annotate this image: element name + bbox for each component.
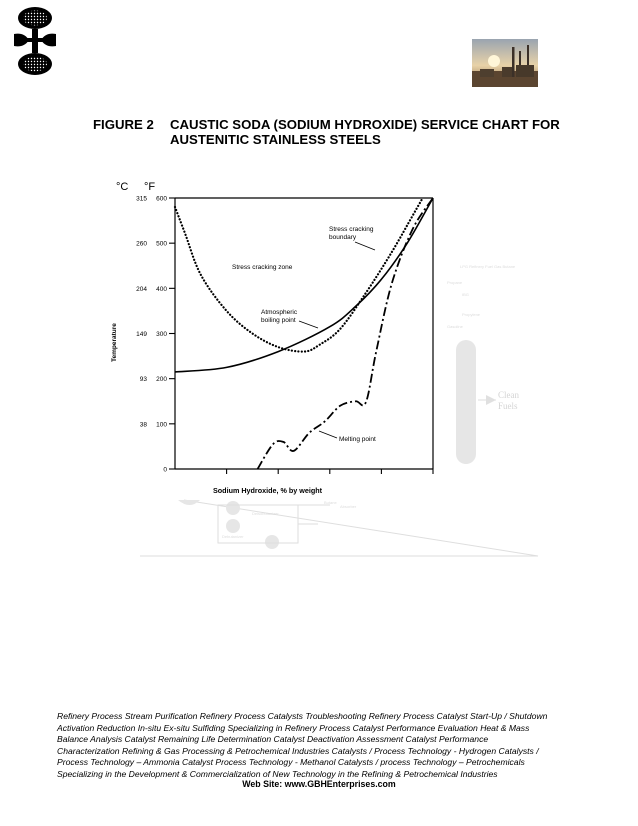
watermark-label: Absorber [340, 504, 357, 509]
y-tick-label-f: 400 [156, 285, 167, 293]
boiling-leader [299, 321, 318, 328]
footer-line: Process Technology – Ammonia Catalyst Process Technology - Methanol Catalysts / process Technology – Petrochemicals [57, 757, 525, 768]
y-tick-label-f: 200 [156, 376, 167, 384]
y-tick-label-f: 300 [156, 331, 167, 338]
footer-line: Activation Reduction In-situ Ex-situ Sulfiding Specializing in Refinery Process Catalyst Performance Evaluation Heat & Mass [57, 722, 530, 733]
watermark-label: Deisobutanizer [252, 511, 279, 516]
celsius-unit-label: °C [116, 181, 129, 193]
stress-boundary-leader [355, 242, 375, 250]
watermark-label: Butane [324, 500, 337, 505]
watermark-clean: Clean [498, 390, 519, 400]
y-tick-label-f: 500 [156, 240, 167, 248]
figure-title: CAUSTIC SODA (SODIUM HYDROXIDE) SERVICE CHART FOR AUSTENITIC STAINLESS STEELS [170, 117, 560, 147]
website-link[interactable]: Web Site: www.GBHEnterprises.com [242, 779, 396, 789]
boiling-label-line1: Atmospheric [261, 309, 298, 316]
melting-label: Melting point [339, 436, 376, 443]
y-tick-label-c: 204 [136, 285, 147, 293]
footer-line: Refinery Process Stream Purification Refinery Process Catalysts Troubleshooting Refinery Process Catalyst Start-Up / Shutdown [57, 711, 548, 721]
watermark-label: Gasoline [447, 324, 463, 329]
chart-axes [175, 198, 433, 469]
watermark-label: IBG [462, 292, 469, 297]
y-tick-label-f: 0 [163, 466, 167, 474]
y-tick-label-f: 600 [156, 195, 167, 203]
boiling-label-line2: boiling point [261, 317, 296, 324]
figure-number: FIGURE 2 [93, 117, 154, 132]
atmospheric-boiling-point-curve [175, 198, 433, 372]
y-tick-label-c: 38 [139, 421, 147, 429]
fahrenheit-unit-label: °F [144, 181, 156, 193]
footer-line: Characterization Refining & Gas Processing & Petrochemical Industries Catalysts / Process Technology - Hydrogen Catalysts / [57, 745, 539, 756]
y-tick-label-c: 260 [136, 240, 147, 248]
stress-boundary-label-line1: Stress cracking [329, 226, 374, 233]
watermark-label: LPG Refinery Fuel Gas Butane [460, 264, 516, 269]
watermark-fuels: Fuels [498, 401, 518, 411]
footer-line: Balance Analysis Catalyst Remaining Life Determination Catalyst Deactivation Assessment Catalyst Performance [57, 734, 489, 745]
watermark-label: Propylene [462, 312, 481, 317]
y-tick-label-c: 149 [136, 331, 147, 338]
footer-services-text [57, 711, 557, 781]
y-axis-label: Temperature [111, 323, 118, 362]
y-tick-label-f: 100 [156, 421, 167, 429]
watermark-label: Propane [447, 280, 463, 285]
x-axis-label: Sodium Hydroxide, % by weight [213, 486, 323, 495]
melting-leader [319, 431, 337, 438]
stress-boundary-label-line2: boundary [329, 234, 357, 241]
y-tick-label-c: 93 [139, 376, 147, 384]
watermark-label: Debutanizer [222, 534, 244, 539]
y-tick-label-c: 315 [136, 195, 147, 203]
footer-line: Specializing in the Development & Commercialization of New Technology in the Refining & Petrochemical Industries [57, 768, 498, 779]
stress-zone-label: Stress cracking zone [232, 264, 293, 271]
